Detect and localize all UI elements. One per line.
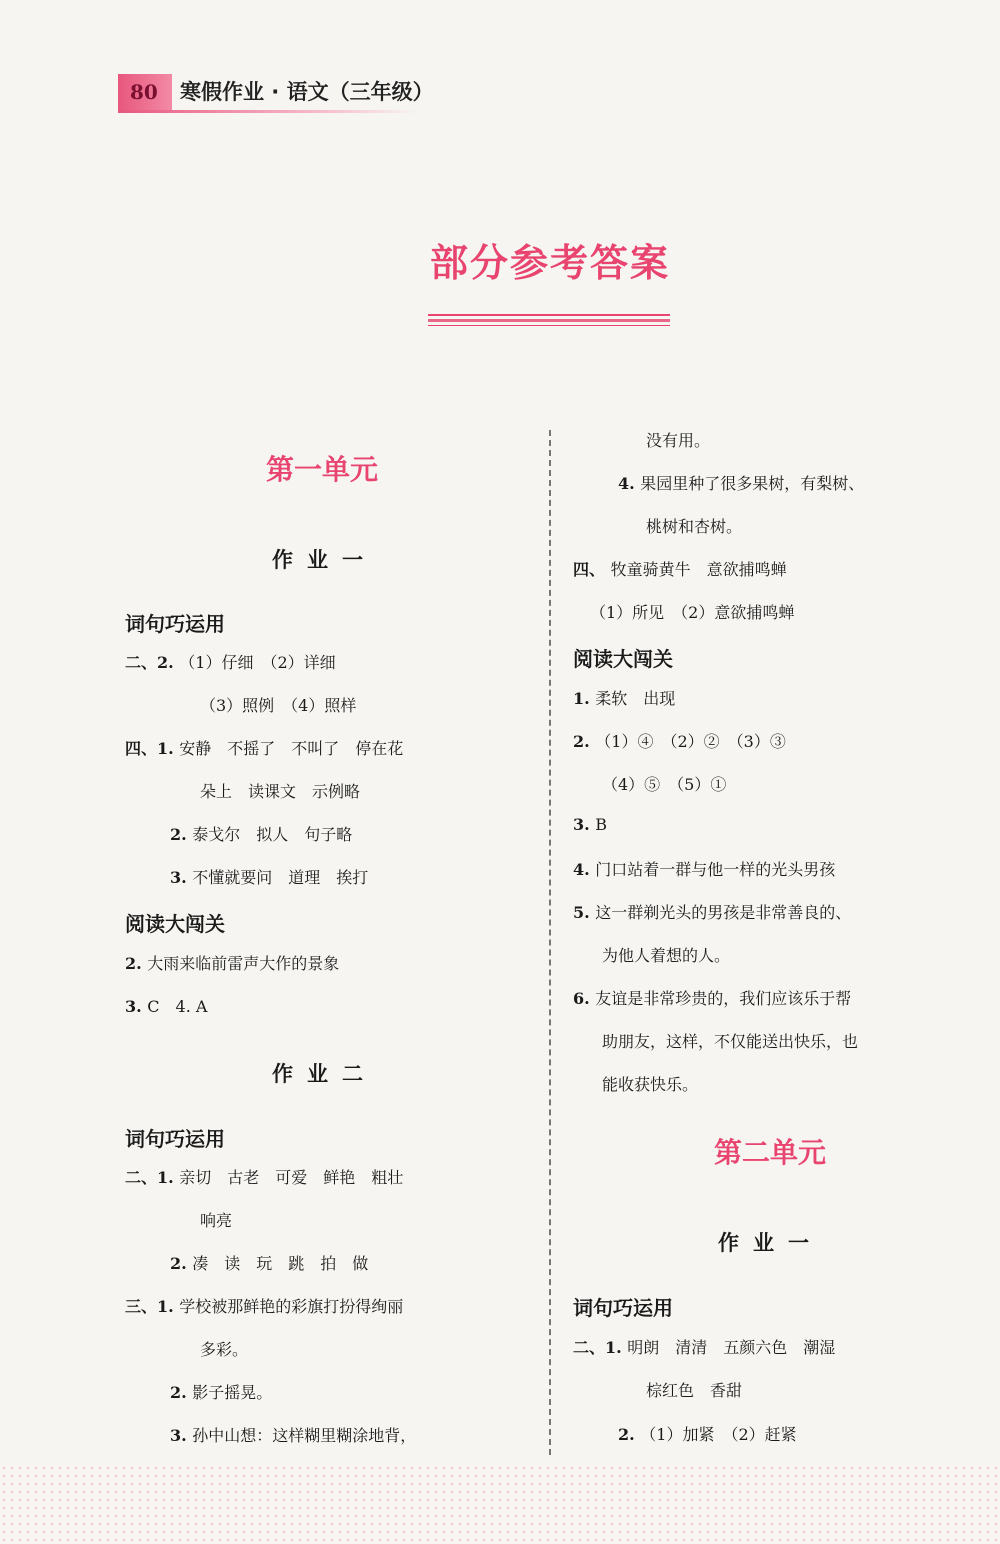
answer-line bbox=[618, 1422, 797, 1445]
answer-line bbox=[646, 514, 742, 537]
answer-line bbox=[200, 1337, 248, 1360]
answer-text: 没有用。 bbox=[646, 431, 711, 450]
answer-text: 孙中山想：这样糊里糊涂地背， bbox=[192, 1426, 417, 1445]
answer-line bbox=[602, 1029, 858, 1052]
item-number: 2. bbox=[573, 732, 596, 751]
answer-line bbox=[170, 1423, 416, 1446]
section-heading: 词句巧运用 bbox=[573, 1296, 673, 1320]
answer-text: 门口站着一群与他一样的光头男孩 bbox=[595, 860, 836, 879]
item-number: 二、1. bbox=[125, 1168, 180, 1187]
answer-text: 果园里种了很多果树，有梨树、 bbox=[640, 474, 865, 493]
answer-text: 学校被那鲜艳的彩旗打扮得绚丽 bbox=[179, 1297, 404, 1316]
unit-title: 第二单元 bbox=[714, 1136, 827, 1169]
item-number: 二、1. bbox=[573, 1338, 628, 1357]
answer-text: 棕红色 香甜 bbox=[646, 1381, 743, 1400]
item-number: 4. bbox=[573, 860, 596, 879]
answer-line bbox=[125, 951, 339, 974]
page-number: 80 bbox=[118, 74, 172, 110]
item-number: 3. bbox=[170, 1426, 193, 1445]
answer-text: 亲切 古老 可爱 鲜艳 粗壮 bbox=[179, 1168, 404, 1187]
homework-title: 作业一 bbox=[272, 548, 377, 572]
item-number: 2. bbox=[125, 954, 148, 973]
unit-title: 第一单元 bbox=[266, 453, 379, 486]
answer-line bbox=[618, 471, 864, 494]
answer-text: （3）照例 （4）照样 bbox=[200, 696, 357, 715]
answer-text: 不懂就要问 道理 挨打 bbox=[192, 868, 369, 887]
answer-text: 泰戈尔 拟人 句子略 bbox=[192, 825, 353, 844]
answer-text: （4）⑤ （5）① bbox=[602, 775, 727, 794]
answer-line bbox=[200, 1208, 232, 1231]
answer-line bbox=[602, 1072, 698, 1095]
answer-text: （1）所见 （2）意欲捕鸣蝉 bbox=[590, 603, 795, 622]
answer-text: 为他人着想的人。 bbox=[602, 946, 731, 965]
answer-line bbox=[602, 772, 726, 795]
page-header bbox=[118, 72, 448, 112]
column-divider bbox=[549, 430, 551, 1455]
answer-text: C 4. A bbox=[147, 997, 208, 1016]
answer-text: 明朗 清清 五颜六色 潮湿 bbox=[627, 1338, 836, 1357]
item-number: 3. bbox=[125, 997, 148, 1016]
section-heading: 阅读大闯关 bbox=[125, 912, 225, 936]
answer-text: 牧童骑黄牛 意欲捕鸣蝉 bbox=[610, 560, 787, 579]
item-number: 四、 bbox=[573, 560, 611, 579]
answer-text: B bbox=[595, 815, 608, 834]
answer-text: 响亮 bbox=[200, 1211, 233, 1230]
answer-text: 多彩。 bbox=[200, 1340, 249, 1359]
answer-text: 柔软 出现 bbox=[595, 689, 676, 708]
answer-text: （1）加紧 （2）赶紧 bbox=[640, 1425, 797, 1444]
answer-text: 这一群剃光头的男孩是非常善良的、 bbox=[595, 903, 852, 922]
answer-text: 大雨来临前雷声大作的景象 bbox=[147, 954, 340, 973]
answer-line bbox=[200, 693, 356, 716]
homework-title: 作业二 bbox=[272, 1062, 377, 1086]
item-number: 4. bbox=[618, 474, 641, 493]
book-title: 寒假作业 · 语文（三年级） bbox=[180, 80, 434, 104]
answer-line bbox=[590, 600, 794, 623]
answer-text: 凑 读 玩 跳 拍 做 bbox=[192, 1254, 369, 1273]
item-number: 3. bbox=[170, 868, 193, 887]
item-number: 2. bbox=[618, 1425, 641, 1444]
item-number: 1. bbox=[573, 689, 596, 708]
page-title: 部分参考答案 bbox=[430, 241, 671, 285]
answer-text: 桃树和杏树。 bbox=[646, 517, 743, 536]
answer-line bbox=[646, 428, 710, 451]
answer-line bbox=[170, 865, 368, 888]
title-rule bbox=[428, 314, 670, 326]
answer-text: 朵上 读课文 示例略 bbox=[200, 782, 361, 801]
item-number: 二、2. bbox=[125, 653, 180, 672]
answer-text: （1）④ （2）② （3）③ bbox=[595, 732, 786, 751]
answer-line bbox=[170, 1251, 368, 1274]
answer-line bbox=[573, 900, 851, 923]
answer-text: 安静 不摇了 不叫了 停在花 bbox=[179, 739, 404, 758]
answer-text: 能收获快乐。 bbox=[602, 1075, 699, 1094]
header-rule bbox=[118, 110, 418, 113]
answer-line bbox=[573, 815, 607, 834]
answer-line bbox=[602, 943, 730, 966]
answer-line bbox=[573, 686, 675, 709]
item-number: 2. bbox=[170, 1254, 193, 1273]
item-number: 6. bbox=[573, 989, 596, 1008]
dot-pattern-footer bbox=[0, 1464, 1000, 1544]
section-heading: 阅读大闯关 bbox=[573, 647, 673, 671]
answer-line bbox=[125, 994, 207, 1017]
answer-line bbox=[170, 822, 352, 845]
answer-line bbox=[170, 1380, 272, 1403]
item-number: 2. bbox=[170, 825, 193, 844]
answer-line bbox=[573, 1335, 835, 1358]
item-number: 四、1. bbox=[125, 739, 180, 758]
answer-line bbox=[573, 729, 786, 752]
answer-line bbox=[646, 1378, 742, 1401]
answer-text: 助朋友，这样，不仅能送出快乐，也 bbox=[602, 1032, 859, 1051]
answer-line bbox=[125, 736, 403, 759]
answer-line bbox=[573, 557, 787, 580]
homework-title: 作业一 bbox=[718, 1231, 823, 1255]
answer-line bbox=[125, 650, 336, 673]
answer-line bbox=[573, 986, 851, 1009]
section-heading: 词句巧运用 bbox=[125, 1127, 225, 1151]
item-number: 2. bbox=[170, 1383, 193, 1402]
answer-text: （1）仔细 （2）详细 bbox=[179, 653, 336, 672]
section-heading: 词句巧运用 bbox=[125, 612, 225, 636]
answer-line bbox=[125, 1165, 403, 1188]
answer-line bbox=[125, 1294, 403, 1317]
answer-line bbox=[573, 857, 835, 880]
item-number: 三、1. bbox=[125, 1297, 180, 1316]
answer-text: 友谊是非常珍贵的，我们应该乐于帮 bbox=[595, 989, 852, 1008]
item-number: 5. bbox=[573, 903, 596, 922]
answer-line bbox=[200, 779, 360, 802]
answer-text: 影子摇晃。 bbox=[192, 1383, 273, 1402]
item-number: 3. bbox=[573, 815, 596, 834]
